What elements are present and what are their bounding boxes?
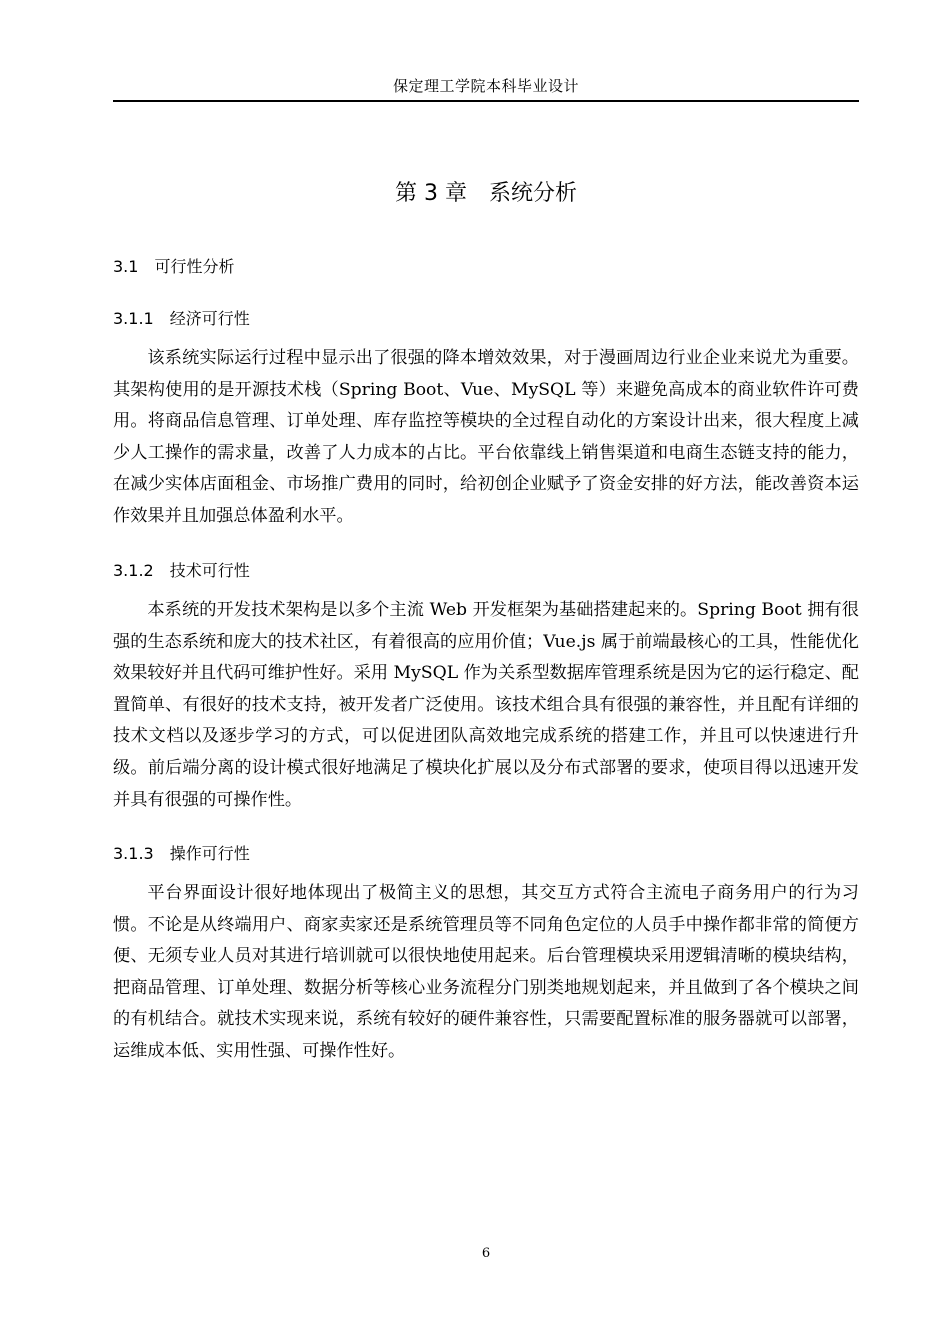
subsection-heading-economic: 3.1.1 经济可行性	[113, 309, 250, 328]
subsection-heading-technical: 3.1.2 技术可行性	[113, 561, 250, 580]
subsection-heading-operational: 3.1.3 操作可行性	[113, 844, 250, 863]
chapter-title: 第 3 章 系统分析	[395, 181, 577, 206]
page-number: 6	[481, 1246, 491, 1261]
section-heading: 3.1 可行性分析	[113, 257, 235, 276]
running-header: 保定理工学院本科毕业设计	[392, 77, 579, 95]
paragraph-technical: 本系统的开发技术架构是以多个主流 Web 开发框架为基础搭建起来的。Spring Boot 拥有很强的生态系统和庞大的技术社区，有着很高的应用价值；Vue.js 属于前端最核心的工具，性能优化效果较好并且代码可维护性好。采用 MySQL 作为关系型数据库管理系统是因为它的运行稳定、配置简单、有很好的技术支持，被开发者广泛使用。该技术组合具有很强的兼容性，并且配有详细的技术文档以及逐步学习的方式，可以促进团队高效地完成系统的搭建工作，并且可以快速进行升级。前后端分离的设计模式很好地满足了模块化扩展以及分布式部署的要求，使项目得以迅速开发并具有很强的可操作性。	[113, 600, 859, 810]
header-rule	[113, 100, 859, 102]
paragraph-economic: 该系统实际运行过程中显示出了很强的降本增效效果，对于漫画周边行业企业来说尤为重要。其架构使用的是开源技术栈（Spring Boot、Vue、MySQL 等）来避免高成本的商业软件许可费用。将商品信息管理、订单处理、库存监控等模块的全过程自动化的方案设计出来，很大程度上减少人工操作的需求量，改善了人力成本的占比。平台依靠线上销售渠道和电商生态链支持的能力，在减少实体店面租金、市场推广费用的同时，给初创企业赋予了资金安排的好方法，能改善资本运作效果并且加强总体盈利水平。	[113, 348, 859, 526]
paragraph-operational: 平台界面设计很好地体现出了极简主义的思想，其交互方式符合主流电子商务用户的行为习惯。不论是从终端用户、商家卖家还是系统管理员等不同角色定位的人员手中操作都非常的简便方便、无须专业人员对其进行培训就可以很快地使用起来。后台管理模块采用逻辑清晰的模块结构，把商品管理、订单处理、数据分析等核心业务流程分门别类地规划起来，并且做到了各个模块之间的有机结合。就技术实现来说，系统有较好的硬件兼容性，只需要配置标准的服务器就可以部署，运维成本低、实用性强、可操作性好。	[113, 883, 859, 1061]
